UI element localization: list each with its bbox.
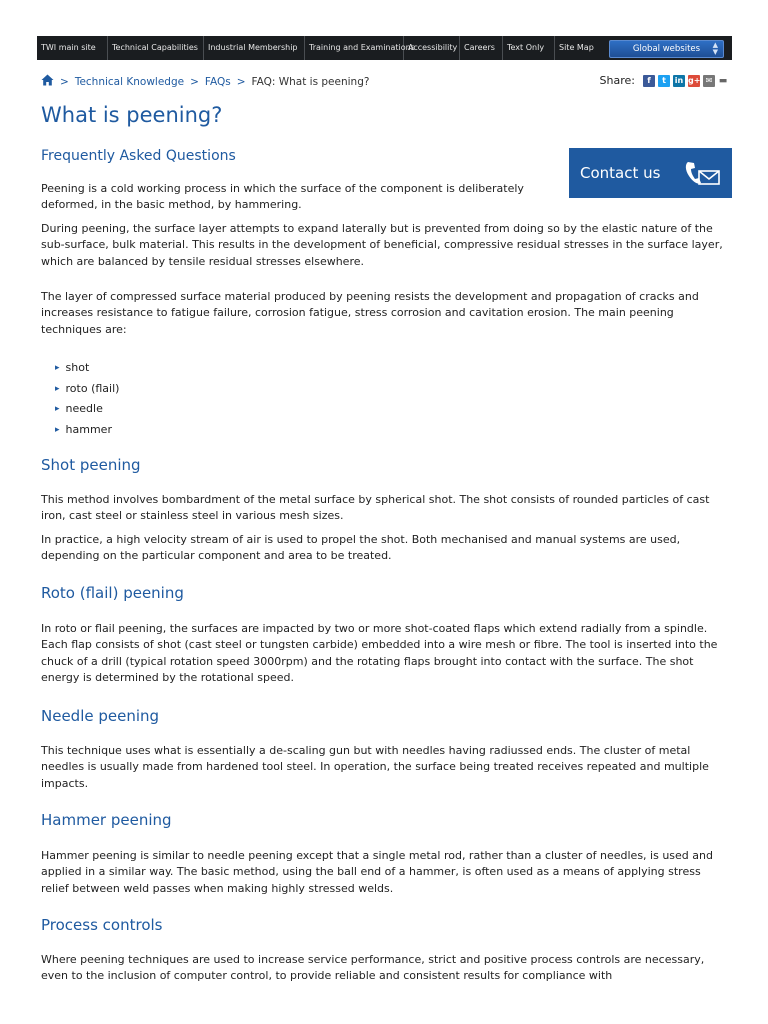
intro-paragraph-2: During peening, the surface layer attempts to expand laterally but is prevented from doing so by the elastic nature of the sub-surface, bulk material. This results in the development of beneficial, compressive residual stresses in the surface layer, which are balanced by tensile residual stresses elsewhere. — [41, 222, 723, 268]
contact-us-label: Contact us — [580, 164, 661, 182]
shot-peening-paragraph-2: In practice, a high velocity stream of air is used to propel the shot. Both mechanised and manual systems are used, depending on the particular component and area to be treated. — [41, 533, 681, 563]
intro-paragraph-1: Peening is a cold working process in which the surface of the component is deliberately deformed, in the basic method, by hammering. — [41, 182, 524, 212]
nav-link-site-map[interactable]: Site Map — [559, 43, 594, 52]
home-icon[interactable] — [41, 74, 54, 89]
list-item — [55, 399, 119, 420]
list-item — [55, 420, 119, 441]
nav-link-text-only[interactable]: Text Only — [503, 36, 555, 60]
page-subtitle: Frequently Asked Questions — [41, 148, 236, 164]
intro-paragraph-3: The layer of compressed surface material produced by peening resists the development and propagation of cracks and increases resistance to fatigue failure, corrosion fatigue, stress corrosion and cavitation erosion. The main peening techniques are: — [41, 290, 699, 336]
print-icon[interactable]: ▬ — [718, 75, 728, 86]
bullet-icon: ▸ — [55, 424, 60, 435]
nav-link-industrial-membership[interactable]: Industrial Membership — [204, 36, 305, 60]
nav-link-accessibility[interactable]: Accessibility — [404, 36, 460, 60]
needle-peening-paragraph: This technique uses what is essentially a de-scaling gun but with needles having radiussed ends. The cluster of metal needles is usually made from hardened tool steel. In operation, the surface being treated receives repeated and multiple impacts. — [41, 744, 709, 790]
list-item-label: needle — [65, 402, 103, 416]
nav-link-training[interactable]: Training and Examinations — [305, 36, 404, 60]
breadcrumb-current: FAQ: What is peening? — [251, 75, 370, 88]
email-icon[interactable]: ✉ — [703, 75, 715, 87]
roto-peening-paragraph: In roto or flail peening, the surfaces are impacted by two or more shot-coated flaps which extend radially from a spindle. Each flap consists of shot (cast steel or tungsten carbide) embedded into a wire mesh or fibre. The tool is inserted into the chuck of a drill (typical rotation speed 3000rpm) and the rotating flaps brought into contact with the surface. The shot energy is determined by the rotational speed. — [41, 622, 718, 684]
list-item-label: roto (flail) — [65, 381, 120, 395]
bullet-icon: ▸ — [55, 363, 60, 374]
breadcrumb-technical-knowledge[interactable]: Technical Knowledge — [74, 75, 185, 88]
section-heading-roto-peening: Roto (flail) peening — [41, 584, 184, 602]
page-title: What is peening? — [41, 103, 223, 127]
share-label: Share: — [599, 74, 635, 87]
share-bar — [600, 74, 728, 87]
techniques-list — [55, 358, 119, 440]
shot-peening-paragraph-1: This method involves bombardment of the metal surface by spherical shot. The shot consists of rounded particles of cast iron, cast steel or stainless steel in various mesh sizes. — [41, 493, 710, 523]
section-heading-hammer-peening: Hammer peening — [41, 811, 172, 829]
breadcrumb — [41, 74, 369, 89]
breadcrumb-separator: > — [236, 75, 246, 88]
hammer-peening-paragraph: Hammer peening is similar to needle peening except that a single metal rod, rather than a cluster of needles, is used and applied in a similar way. The basic method, using the ball end of a hammer, is often used as a means of applying stress relief between weld passes when making highly stressed welds. — [41, 849, 713, 895]
contact-us-button[interactable] — [569, 148, 732, 198]
global-websites-select[interactable] — [609, 40, 724, 58]
process-controls-paragraph: Where peening techniques are used to increase service performance, strict and positive process controls are necessary, even to the inclusion of computer control, to provide reliable and consistent results for compliance with — [41, 953, 705, 983]
phone-mail-icon — [682, 158, 722, 192]
list-item-label: hammer — [65, 422, 112, 436]
section-heading-shot-peening: Shot peening — [41, 456, 141, 474]
linkedin-icon[interactable]: in — [674, 75, 684, 85]
bullet-icon: ▸ — [55, 404, 60, 415]
nav-link-twi-main-site[interactable]: TWI main site — [37, 36, 108, 60]
bullet-icon: ▸ — [55, 383, 60, 394]
global-websites-label: Global websites — [632, 44, 701, 54]
list-item-label: shot — [65, 361, 90, 375]
list-item — [55, 358, 119, 379]
breadcrumb-faqs[interactable]: FAQs — [204, 75, 231, 88]
nav-link-careers[interactable]: Careers — [460, 36, 503, 60]
twitter-icon[interactable]: t — [658, 75, 670, 87]
google-plus-icon[interactable]: g+ — [688, 75, 701, 85]
nav-link-technical-capabilities[interactable]: Technical Capabilities — [108, 36, 204, 60]
section-heading-process-controls: Process controls — [41, 916, 163, 934]
breadcrumb-separator: > — [60, 75, 69, 88]
list-item — [55, 379, 119, 400]
facebook-icon[interactable]: f — [643, 75, 655, 87]
top-navigation — [37, 36, 732, 60]
updown-arrow-icon: ▲ ▼ — [712, 41, 718, 56]
top-nav-links — [37, 36, 601, 60]
breadcrumb-separator: > — [190, 75, 199, 88]
section-heading-needle-peening: Needle peening — [41, 707, 160, 725]
